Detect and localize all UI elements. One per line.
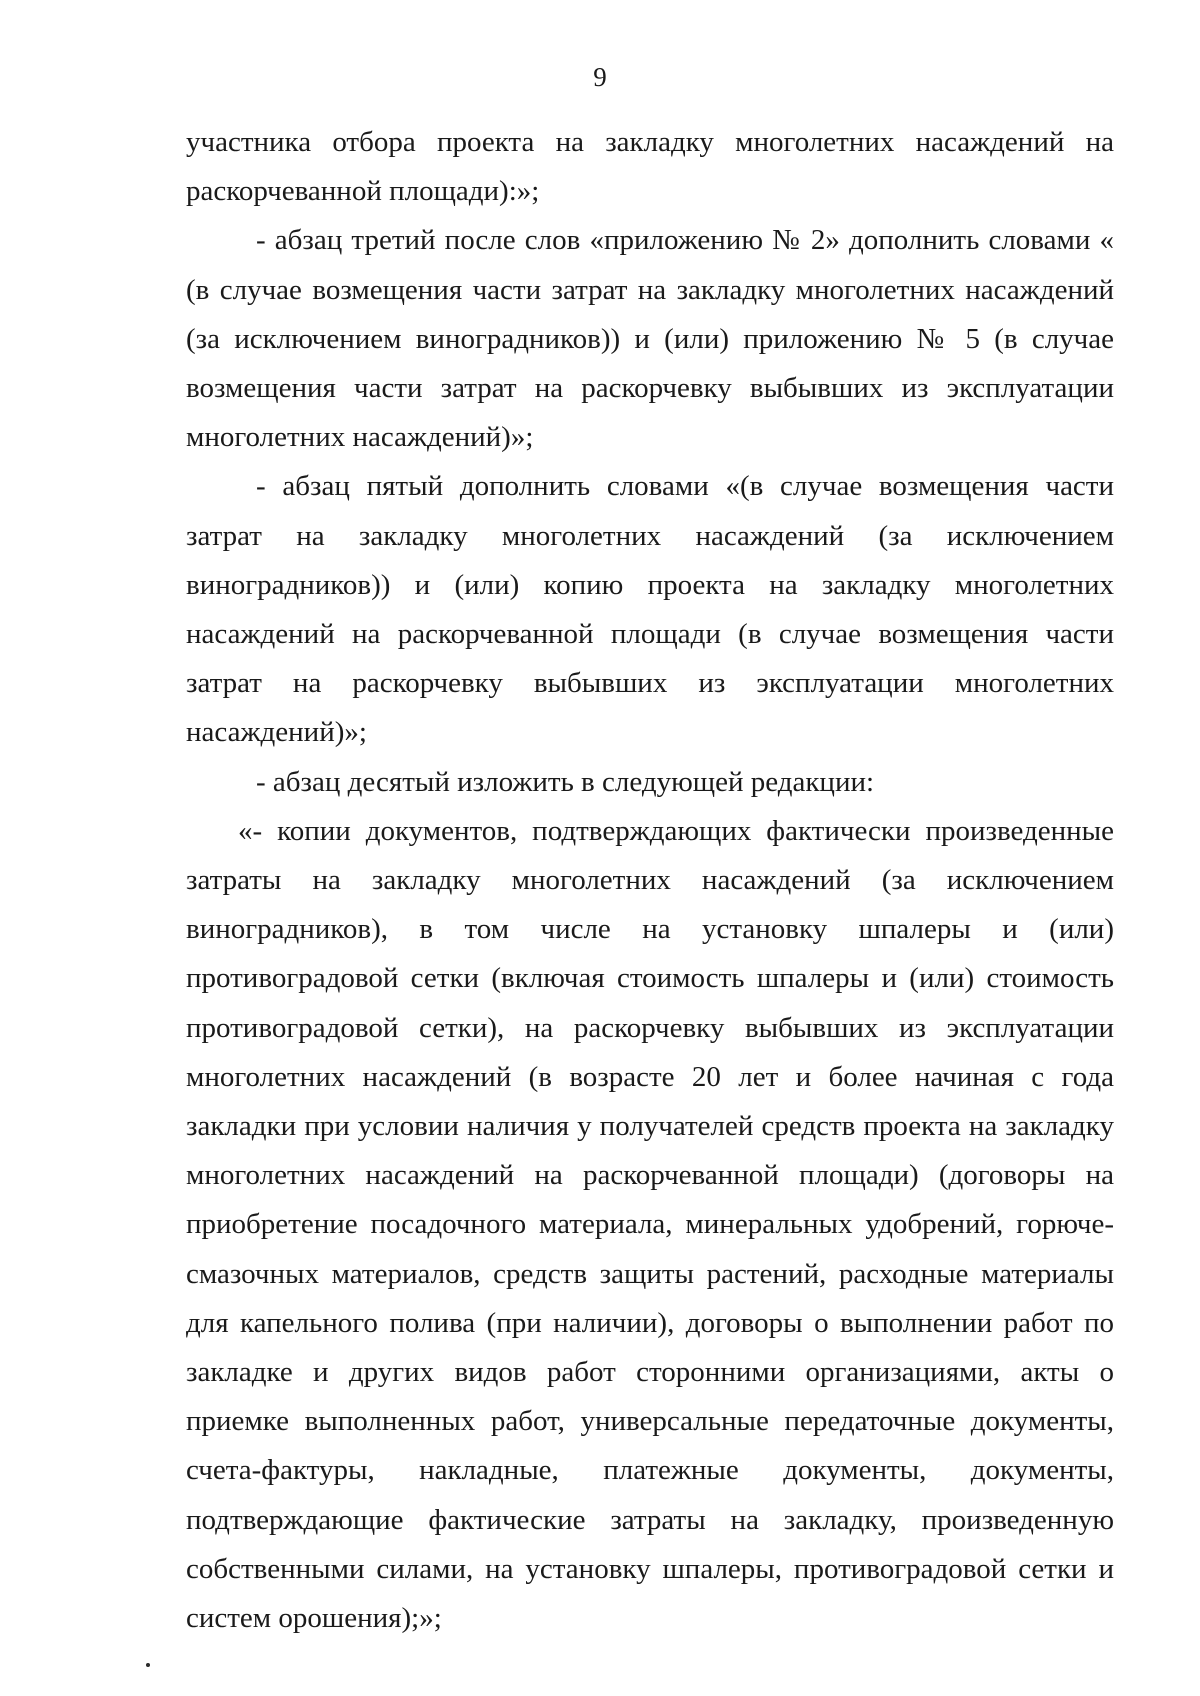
scan-speck bbox=[146, 1663, 150, 1667]
document-body bbox=[186, 118, 1114, 1643]
paragraph-amendment-fifth-clause: - абзац пятый дополнить словами «(в случае возмещения части затрат на закладку многолетних насаждений (за исключением виноградников)) и (или) копию проекта на закладку многолетних насаждений на раскорчеванной площади (в случае возмещения части затрат на раскорчевку выбывших из эксплуатации многолетних насаждений)»; bbox=[186, 470, 1114, 749]
paragraph-new-wording: «- копии документов, подтверждающих фактически произведенные затраты на закладку многолетних насаждений (за исключением виноградников), в том числе на установку шпалеры и (или) противоградовой сетки (включая стоимость шпалеры и (или) стоимость противоградовой сетки), на раскорчевку выбывших из эксплуатации многолетних насаждений (в возрасте 20 лет и более начиная с года закладки при условии наличия у получателей средств проекта на закладку многолетних насаждений на раскорчеванной площади) (договоры на приобретение посадочного материала, минеральных удобрений, горюче-смазочных материалов, средств защиты растений, расходные материалы для капельного полива (при наличии), договоры о выполнении работ по закладке и других видов работ сторонними организациями, акты о приемке выполненных работ, универсальные передаточные документы, счета-фактуры, накладные, платежные документы, документы, подтверждающие фактические затраты на закладку, произведенную собственными силами, на установку шпалеры, противоградовой сетки и систем орошения);»; bbox=[186, 814, 1114, 1635]
paragraph-amendment-third-clause: - абзац третий после слов «приложению № 2» дополнить словами « (в случае возмещения части затрат на закладку многолетних насаждений (за исключением виноградников)) и (или) приложению № 5 (в случае возмещения части затрат на раскорчевку выбывших из эксплуатации многолетних насаждений)»; bbox=[186, 224, 1114, 454]
paragraph-continuation: участника отбора проекта на закладку многолетних насаждений на раскорчеванной площади):»; bbox=[186, 126, 1114, 208]
page-number: 9 bbox=[593, 62, 607, 92]
paragraph-amendment-tenth-clause: - абзац десятый изложить в следующей редакции: bbox=[256, 765, 875, 798]
